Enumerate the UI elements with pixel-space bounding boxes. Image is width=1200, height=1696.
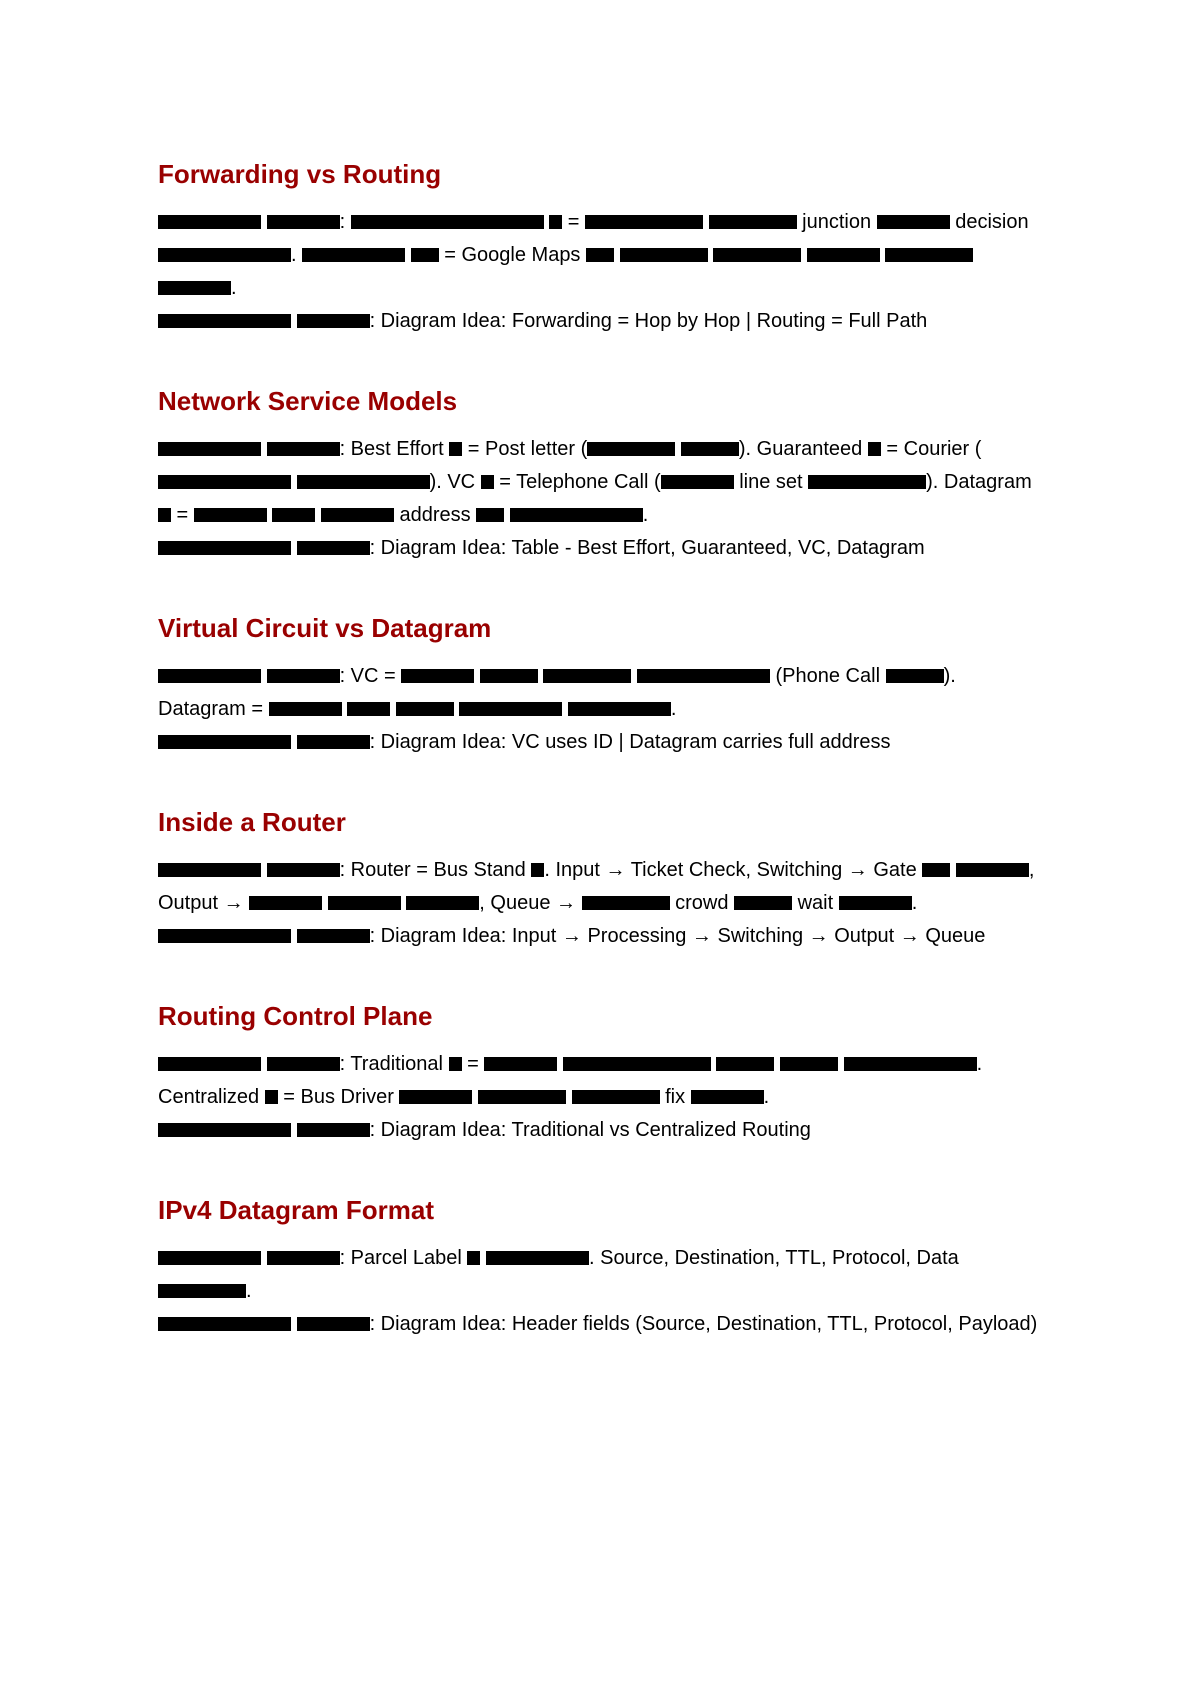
missing-glyph-block bbox=[807, 248, 880, 262]
text-run: wait bbox=[792, 892, 839, 914]
text-run: . Input → Ticket Check, Switching → Gate bbox=[544, 859, 923, 881]
analogy-paragraph bbox=[158, 660, 1038, 726]
text-run: : Diagram Idea: VC uses ID | Datagram carries full address bbox=[369, 731, 891, 753]
text-run: . bbox=[670, 698, 677, 720]
missing-glyph-block bbox=[351, 215, 544, 229]
text-run: fix bbox=[659, 1086, 691, 1108]
text-run: . bbox=[642, 504, 649, 526]
section-inside-a-router bbox=[158, 806, 1038, 953]
missing-glyph-block bbox=[476, 508, 504, 522]
text-run: : Best Effort bbox=[339, 438, 450, 460]
missing-glyph-block bbox=[158, 541, 291, 555]
text-run: . bbox=[246, 1280, 252, 1302]
missing-glyph-block bbox=[620, 248, 708, 262]
missing-glyph-block bbox=[158, 1057, 261, 1071]
text-run: : Diagram Idea: Input → Processing → Switching → Output → Queue bbox=[369, 925, 986, 947]
text-run: = Telephone Call ( bbox=[493, 471, 661, 493]
analogy-paragraph bbox=[158, 854, 1038, 920]
missing-glyph-block bbox=[661, 475, 734, 489]
analogy-paragraph bbox=[158, 433, 1038, 532]
missing-glyph-block bbox=[158, 314, 291, 328]
missing-glyph-block bbox=[267, 1057, 340, 1071]
missing-glyph-block bbox=[158, 475, 291, 489]
missing-glyph-block bbox=[267, 215, 340, 229]
missing-glyph-block bbox=[158, 1317, 291, 1331]
missing-glyph-block bbox=[481, 475, 494, 489]
missing-glyph-block bbox=[486, 1251, 589, 1265]
missing-glyph-block bbox=[297, 314, 370, 328]
text-run: decision bbox=[949, 211, 1029, 233]
missing-glyph-block bbox=[406, 896, 479, 910]
text-run: address bbox=[393, 504, 477, 526]
missing-glyph-block bbox=[158, 442, 261, 456]
diagram-idea-paragraph bbox=[158, 305, 1038, 338]
section-heading: IPv4 Datagram Format bbox=[158, 1195, 434, 1225]
missing-glyph-block bbox=[297, 1123, 370, 1137]
missing-glyph-block bbox=[586, 248, 614, 262]
missing-glyph-block bbox=[297, 541, 370, 555]
missing-glyph-block bbox=[297, 475, 430, 489]
text-run: crowd bbox=[669, 892, 735, 914]
missing-glyph-block bbox=[691, 1090, 764, 1104]
missing-glyph-block bbox=[158, 248, 291, 262]
missing-glyph-block bbox=[734, 896, 792, 910]
missing-glyph-block bbox=[297, 735, 370, 749]
missing-glyph-block bbox=[297, 929, 370, 943]
text-run: . bbox=[911, 892, 918, 914]
text-run: ). Guaranteed bbox=[738, 438, 868, 460]
text-run: . Centralized bbox=[158, 1053, 983, 1108]
text-run: : bbox=[339, 211, 351, 233]
missing-glyph-block bbox=[582, 896, 670, 910]
missing-glyph-block bbox=[158, 281, 231, 295]
section-heading: Forwarding vs Routing bbox=[158, 159, 442, 189]
text-run: = Courier ( bbox=[880, 438, 982, 460]
missing-glyph-block bbox=[839, 896, 912, 910]
missing-glyph-block bbox=[158, 508, 171, 522]
section-routing-control-plane bbox=[158, 1000, 1038, 1147]
missing-glyph-block bbox=[467, 1251, 480, 1265]
text-run: : Router = Bus Stand bbox=[339, 859, 532, 881]
text-run: = bbox=[461, 1053, 485, 1075]
missing-glyph-block bbox=[328, 896, 401, 910]
text-run: : VC = bbox=[339, 665, 402, 687]
missing-glyph-block bbox=[563, 1057, 711, 1071]
analogy-paragraph bbox=[158, 1048, 1038, 1114]
text-run: . Source, Destination, TTL, Protocol, Data bbox=[588, 1247, 959, 1269]
missing-glyph-block bbox=[302, 248, 405, 262]
missing-glyph-block bbox=[480, 669, 538, 683]
missing-glyph-block bbox=[484, 1057, 557, 1071]
missing-glyph-block bbox=[868, 442, 881, 456]
missing-glyph-block bbox=[158, 1123, 291, 1137]
missing-glyph-block bbox=[265, 1090, 278, 1104]
text-run: = bbox=[171, 504, 194, 526]
section-heading: Network Service Models bbox=[158, 386, 458, 416]
text-run: : Diagram Idea: Forwarding = Hop by Hop | Routing = Full Path bbox=[369, 310, 928, 332]
text-run: : Diagram Idea: Header fields (Source, Destination, TTL, Protocol, Payload) bbox=[369, 1313, 1038, 1335]
text-run: , Output → bbox=[158, 859, 1035, 914]
missing-glyph-block bbox=[194, 508, 267, 522]
missing-glyph-block bbox=[449, 442, 462, 456]
diagram-idea-paragraph bbox=[158, 920, 1038, 953]
missing-glyph-block bbox=[543, 669, 631, 683]
text-run: : Parcel Label bbox=[339, 1247, 468, 1269]
diagram-idea-paragraph bbox=[158, 726, 1038, 759]
missing-glyph-block bbox=[780, 1057, 838, 1071]
missing-glyph-block bbox=[267, 863, 340, 877]
missing-glyph-block bbox=[572, 1090, 660, 1104]
text-run: = Bus Driver bbox=[277, 1086, 400, 1108]
text-run: . bbox=[291, 244, 303, 266]
section-network-service-models bbox=[158, 385, 1038, 565]
missing-glyph-block bbox=[886, 669, 944, 683]
missing-glyph-block bbox=[267, 1251, 340, 1265]
text-run: (Phone Call bbox=[769, 665, 886, 687]
missing-glyph-block bbox=[347, 702, 390, 716]
missing-glyph-block bbox=[637, 669, 770, 683]
analogy-paragraph bbox=[158, 1242, 1038, 1308]
text-run: . bbox=[231, 277, 237, 299]
text-run: ). VC bbox=[429, 471, 481, 493]
missing-glyph-block bbox=[568, 702, 671, 716]
missing-glyph-block bbox=[449, 1057, 462, 1071]
diagram-idea-paragraph bbox=[158, 532, 1038, 565]
missing-glyph-block bbox=[269, 702, 342, 716]
missing-glyph-block bbox=[808, 475, 926, 489]
text-run: : Traditional bbox=[339, 1053, 449, 1075]
missing-glyph-block bbox=[478, 1090, 566, 1104]
text-run: : Diagram Idea: Table - Best Effort, Guaranteed, VC, Datagram bbox=[369, 537, 925, 559]
text-run: = Post letter ( bbox=[462, 438, 588, 460]
missing-glyph-block bbox=[922, 863, 950, 877]
section-heading: Routing Control Plane bbox=[158, 1001, 433, 1031]
text-run: = Google Maps bbox=[438, 244, 586, 266]
section-heading: Virtual Circuit vs Datagram bbox=[158, 613, 492, 643]
missing-glyph-block bbox=[297, 1317, 370, 1331]
missing-glyph-block bbox=[158, 863, 261, 877]
analogy-paragraph bbox=[158, 206, 1038, 305]
missing-glyph-block bbox=[267, 669, 340, 683]
missing-glyph-block bbox=[844, 1057, 977, 1071]
missing-glyph-block bbox=[681, 442, 739, 456]
missing-glyph-block bbox=[321, 508, 394, 522]
missing-glyph-block bbox=[158, 1284, 246, 1298]
missing-glyph-block bbox=[531, 863, 544, 877]
text-run: , Queue → bbox=[479, 892, 582, 914]
missing-glyph-block bbox=[510, 508, 643, 522]
missing-glyph-block bbox=[401, 669, 474, 683]
missing-glyph-block bbox=[877, 215, 950, 229]
text-run: junction bbox=[796, 211, 877, 233]
text-run: . bbox=[763, 1086, 770, 1108]
missing-glyph-block bbox=[158, 1251, 261, 1265]
text-run: : Diagram Idea: Traditional vs Centralized Routing bbox=[369, 1119, 811, 1141]
missing-glyph-block bbox=[956, 863, 1029, 877]
missing-glyph-block bbox=[587, 442, 675, 456]
missing-glyph-block bbox=[272, 508, 315, 522]
diagram-idea-paragraph bbox=[158, 1114, 1038, 1147]
section-heading: Inside a Router bbox=[158, 807, 346, 837]
text-run: line set bbox=[733, 471, 809, 493]
missing-glyph-block bbox=[459, 702, 562, 716]
diagram-idea-paragraph bbox=[158, 1308, 1038, 1341]
missing-glyph-block bbox=[249, 896, 322, 910]
section-ipv4-datagram-format bbox=[158, 1194, 1038, 1341]
missing-glyph-block bbox=[158, 929, 291, 943]
text-run: ). Datagram bbox=[926, 471, 1032, 493]
section-forwarding-vs-routing bbox=[158, 158, 1038, 338]
missing-glyph-block bbox=[885, 248, 973, 262]
missing-glyph-block bbox=[411, 248, 439, 262]
section-virtual-circuit-vs-datagram bbox=[158, 612, 1038, 759]
missing-glyph-block bbox=[158, 215, 261, 229]
missing-glyph-block bbox=[549, 215, 562, 229]
missing-glyph-block bbox=[158, 735, 291, 749]
missing-glyph-block bbox=[158, 669, 261, 683]
text-run: = bbox=[562, 211, 586, 233]
missing-glyph-block bbox=[399, 1090, 472, 1104]
missing-glyph-block bbox=[585, 215, 703, 229]
missing-glyph-block bbox=[396, 702, 454, 716]
text-run: ). Datagram = bbox=[158, 665, 956, 720]
missing-glyph-block bbox=[713, 248, 801, 262]
document-content bbox=[158, 158, 1038, 1388]
missing-glyph-block bbox=[716, 1057, 774, 1071]
missing-glyph-block bbox=[709, 215, 797, 229]
missing-glyph-block bbox=[267, 442, 340, 456]
